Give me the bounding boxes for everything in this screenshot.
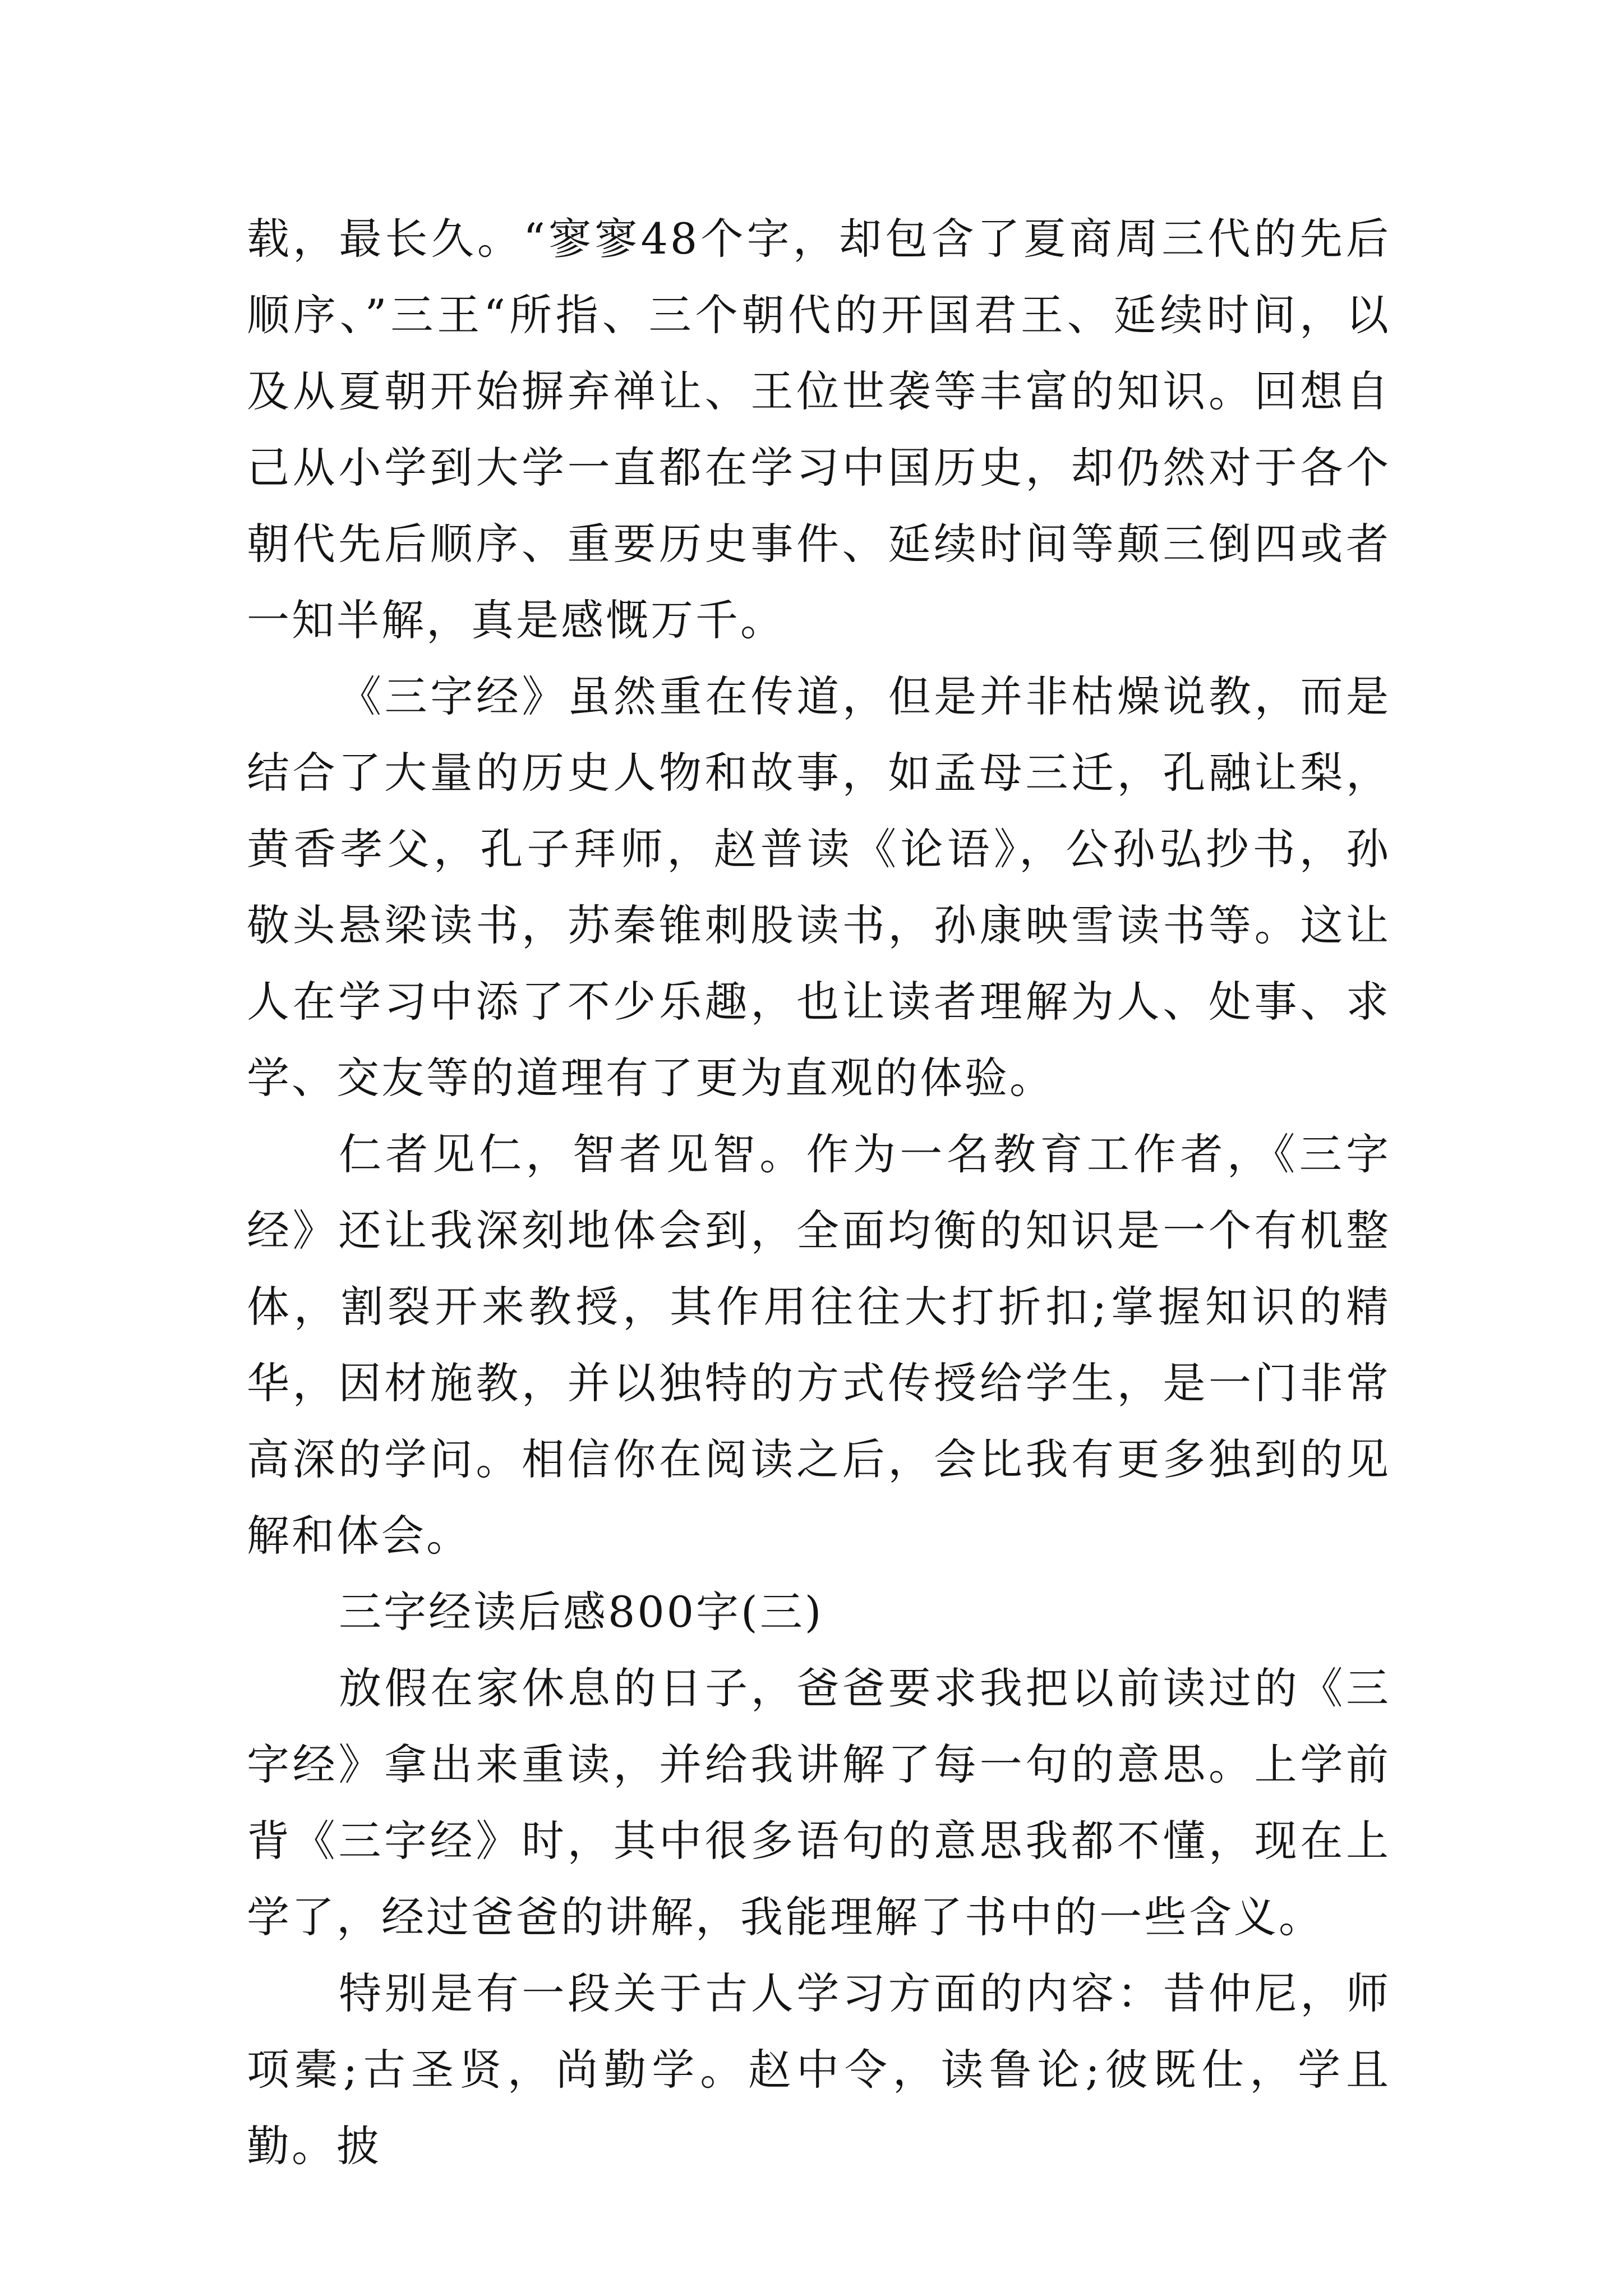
- paragraph: 《三字经》虽然重在传道，但是并非枯燥说教，而是结合了大量的历史人物和故事，如孟母三迁，孔融让梨，黄香孝父，孔子拜师，赵普读《论语》，公孙弘抄书，孙敬头悬梁读书，苏秦锥刺股读书，孙康映雪读书等。这让人在学习中添了不少乐趣，也让读者理解为人、处事、求学、交友等的道理有了更为直观的体验。: [247, 671, 1391, 1103]
- paragraph: 特别是有一段关于古人学习方面的内容：昔仲尼，师项橐;古圣贤，尚勤学。赵中令，读鲁论;彼既仕，学且勤。披: [247, 1968, 1391, 2171]
- section-heading: 三字经读后感800字(三): [339, 1587, 824, 1637]
- paragraph-continuation: 载，最长久。“寥寥48个字，却包含了夏商周三代的先后顺序、”三王“所指、三个朝代的开国君王、延续时间，以及从夏朝开始摒弃禅让、王位世袭等丰富的知识。回想自己从小学到大学一直都在学习中国历史，却仍然对于各个朝代先后顺序、重要历史事件、延续时间等颠三倒四或者一知半解，真是感慨万千。: [247, 214, 1391, 645]
- paragraph: 放假在家休息的日子，爸爸要求我把以前读过的《三字经》拿出来重读，并给我讲解了每一句的意思。上学前背《三字经》时，其中很多语句的意思我都不懂，现在上学了，经过爸爸的讲解，我能理解了书中的一些含义。: [247, 1663, 1391, 1942]
- paragraph: 仁者见仁，智者见智。作为一名教育工作者，《三字经》还让我深刻地体会到，全面均衡的知识是一个有机整体，割裂开来教授，其作用往往大打折扣;掌握知识的精华，因材施教，并以独特的方式传授给学生，是一门非常高深的学问。相信你在阅读之后，会比我有更多独到的见解和体会。: [247, 1129, 1391, 1561]
- document-body: [247, 201, 1391, 2184]
